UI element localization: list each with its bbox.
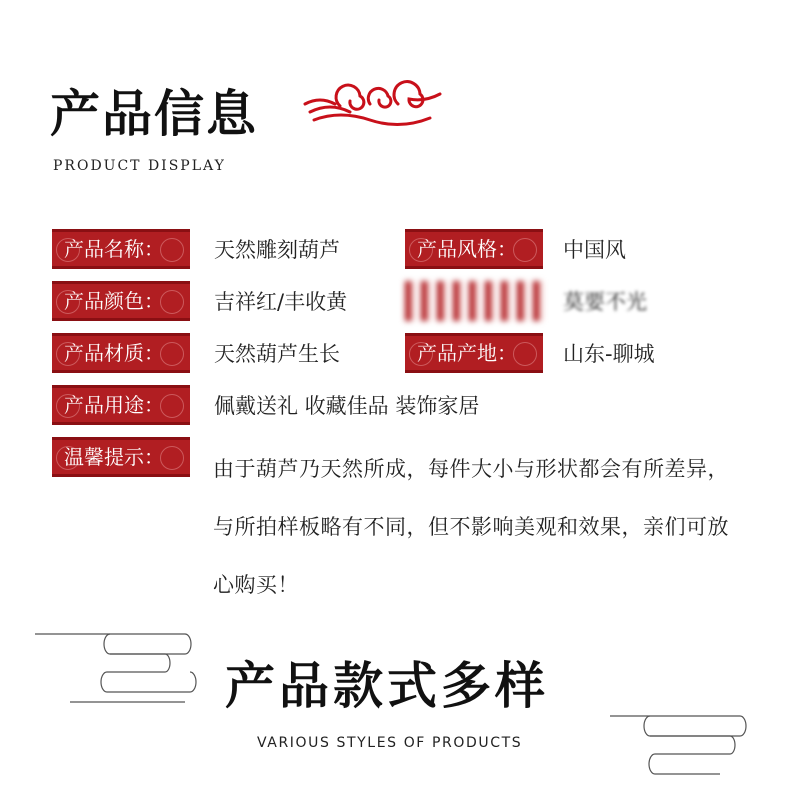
section-subtitle: VARIOUS STYLES OF PRODUCTS <box>257 735 523 751</box>
section-title: 产品款式多样 <box>225 656 549 715</box>
blurred-value: 莫要不光 <box>563 290 647 314</box>
tip-text: 由于葫芦乃天然所成，每件大小与形状都会有所差异，与所拍样板略有不同，但不影响美观和效果，亲们可放心购买！ <box>213 457 729 597</box>
label-tip: 温馨提示： <box>52 437 190 477</box>
value-product-material: 天然葫芦生长 <box>214 342 340 366</box>
label-product-style: 产品风格： <box>405 229 543 269</box>
label-product-usage: 产品用途： <box>52 385 190 425</box>
scroll-icon <box>35 628 205 708</box>
scroll-icon <box>610 712 760 782</box>
auspicious-cloud-icon <box>300 74 450 134</box>
label-product-material: 产品材质： <box>52 333 190 373</box>
value-product-origin: 山东-聊城 <box>563 342 655 366</box>
value-product-style: 中国风 <box>563 238 626 262</box>
blurred-label <box>405 281 545 321</box>
label-product-color: 产品颜色： <box>52 281 190 321</box>
value-product-usage: 佩戴送礼 收藏佳品 装饰家居 <box>214 394 480 418</box>
value-product-name: 天然雕刻葫芦 <box>214 238 340 262</box>
value-product-color: 吉祥红/丰收黄 <box>214 290 348 314</box>
page-subtitle: PRODUCT DISPLAY <box>53 158 226 174</box>
page-title: 产品信息 <box>50 84 258 143</box>
label-product-name: 产品名称： <box>52 229 190 269</box>
label-product-origin: 产品产地： <box>405 333 543 373</box>
